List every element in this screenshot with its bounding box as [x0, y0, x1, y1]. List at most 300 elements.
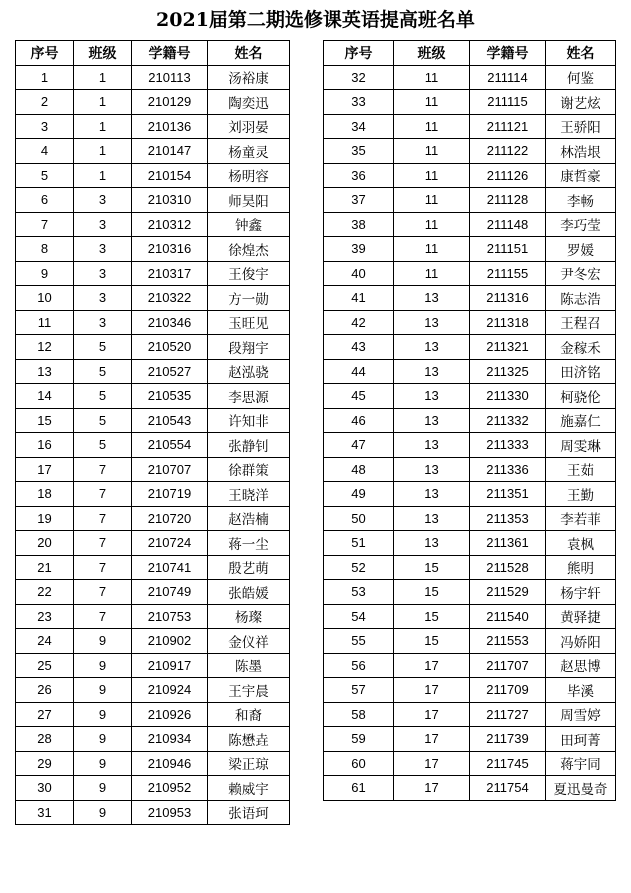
- cell-class: 17: [394, 776, 470, 801]
- cell-seq: 2: [16, 90, 74, 115]
- header-seq: 序号: [16, 41, 74, 66]
- cell-class: 7: [74, 555, 132, 580]
- cell-seq: 8: [16, 237, 74, 262]
- cell-class: 13: [394, 408, 470, 433]
- cell-student-id: 211115: [470, 90, 546, 115]
- cell-class: 13: [394, 433, 470, 458]
- cell-name: 刘羽晏: [208, 114, 290, 139]
- cell-name: 金仪祥: [208, 629, 290, 654]
- header-row: [16, 41, 290, 66]
- cell-class: 15: [394, 580, 470, 605]
- table-row: [16, 433, 290, 458]
- cell-class: 1: [74, 114, 132, 139]
- cell-name: 周雯琳: [546, 433, 616, 458]
- cell-seq: 3: [16, 114, 74, 139]
- cell-student-id: 210136: [132, 114, 208, 139]
- cell-name: 赵思博: [546, 653, 616, 678]
- cell-student-id: 211754: [470, 776, 546, 801]
- cell-seq: 27: [16, 702, 74, 727]
- table-row: [324, 776, 616, 801]
- cell-seq: 37: [324, 188, 394, 213]
- cell-seq: 9: [16, 261, 74, 286]
- cell-seq: 17: [16, 457, 74, 482]
- cell-class: 5: [74, 408, 132, 433]
- cell-seq: 43: [324, 335, 394, 360]
- cell-name: 许知非: [208, 408, 290, 433]
- cell-student-id: 210724: [132, 531, 208, 556]
- cell-name: 段翔宇: [208, 335, 290, 360]
- table-row: [16, 90, 290, 115]
- cell-student-id: 211148: [470, 212, 546, 237]
- cell-class: 7: [74, 604, 132, 629]
- cell-student-id: 210113: [132, 65, 208, 90]
- table-row: [16, 506, 290, 531]
- cell-seq: 11: [16, 310, 74, 335]
- cell-seq: 12: [16, 335, 74, 360]
- cell-name: 王勤: [546, 482, 616, 507]
- cell-student-id: 211155: [470, 261, 546, 286]
- cell-seq: 24: [16, 629, 74, 654]
- cell-name: 杨明容: [208, 163, 290, 188]
- table-row: [16, 653, 290, 678]
- cell-class: 3: [74, 261, 132, 286]
- cell-name: 谢艺炫: [546, 90, 616, 115]
- cell-name: 毕溪: [546, 678, 616, 703]
- cell-name: 蒋宇同: [546, 751, 616, 776]
- table-row: [16, 286, 290, 311]
- cell-seq: 58: [324, 702, 394, 727]
- cell-name: 陈墨: [208, 653, 290, 678]
- header-class: 班级: [74, 41, 132, 66]
- cell-seq: 20: [16, 531, 74, 556]
- cell-student-id: 211739: [470, 727, 546, 752]
- table-row: [16, 408, 290, 433]
- cell-student-id: 210346: [132, 310, 208, 335]
- header-row: [324, 41, 616, 66]
- cell-class: 13: [394, 482, 470, 507]
- cell-seq: 34: [324, 114, 394, 139]
- cell-student-id: 211707: [470, 653, 546, 678]
- cell-seq: 55: [324, 629, 394, 654]
- cell-student-id: 210917: [132, 653, 208, 678]
- cell-student-id: 211122: [470, 139, 546, 164]
- cell-seq: 4: [16, 139, 74, 164]
- cell-seq: 28: [16, 727, 74, 752]
- cell-seq: 36: [324, 163, 394, 188]
- cell-class: 11: [394, 65, 470, 90]
- cell-student-id: 210707: [132, 457, 208, 482]
- cell-name: 陈懋垚: [208, 727, 290, 752]
- cell-seq: 7: [16, 212, 74, 237]
- cell-seq: 41: [324, 286, 394, 311]
- cell-student-id: 210129: [132, 90, 208, 115]
- cell-class: 13: [394, 286, 470, 311]
- table-row: [16, 457, 290, 482]
- roster-table-left: [15, 40, 290, 825]
- cell-class: 7: [74, 506, 132, 531]
- cell-student-id: 210543: [132, 408, 208, 433]
- cell-student-id: 210749: [132, 580, 208, 605]
- cell-name: 王晓洋: [208, 482, 290, 507]
- table-row: [16, 751, 290, 776]
- cell-name: 李思源: [208, 384, 290, 409]
- cell-name: 田珂菁: [546, 727, 616, 752]
- header-class: 班级: [394, 41, 470, 66]
- cell-name: 袁枫: [546, 531, 616, 556]
- cell-name: 徐群策: [208, 457, 290, 482]
- table-row: [324, 555, 616, 580]
- table-row: [16, 678, 290, 703]
- cell-name: 李若菲: [546, 506, 616, 531]
- table-row: [16, 800, 290, 825]
- cell-seq: 56: [324, 653, 394, 678]
- cell-class: 11: [394, 139, 470, 164]
- cell-student-id: 211529: [470, 580, 546, 605]
- cell-seq: 59: [324, 727, 394, 752]
- cell-class: 9: [74, 702, 132, 727]
- cell-student-id: 210154: [132, 163, 208, 188]
- cell-student-id: 210316: [132, 237, 208, 262]
- cell-student-id: 211128: [470, 188, 546, 213]
- cell-student-id: 211709: [470, 678, 546, 703]
- cell-name: 王茹: [546, 457, 616, 482]
- table-row: [324, 457, 616, 482]
- cell-class: 17: [394, 727, 470, 752]
- cell-seq: 23: [16, 604, 74, 629]
- cell-class: 1: [74, 65, 132, 90]
- cell-seq: 47: [324, 433, 394, 458]
- cell-student-id: 210924: [132, 678, 208, 703]
- cell-name: 杨璨: [208, 604, 290, 629]
- cell-class: 9: [74, 678, 132, 703]
- cell-name: 柯骁伦: [546, 384, 616, 409]
- cell-student-id: 211727: [470, 702, 546, 727]
- cell-name: 方一勋: [208, 286, 290, 311]
- cell-seq: 26: [16, 678, 74, 703]
- cell-student-id: 211351: [470, 482, 546, 507]
- cell-class: 13: [394, 506, 470, 531]
- cell-name: 何鉴: [546, 65, 616, 90]
- cell-student-id: 210535: [132, 384, 208, 409]
- cell-student-id: 210147: [132, 139, 208, 164]
- cell-student-id: 210720: [132, 506, 208, 531]
- table-row: [16, 531, 290, 556]
- cell-name: 蒋一尘: [208, 531, 290, 556]
- cell-student-id: 211330: [470, 384, 546, 409]
- cell-seq: 42: [324, 310, 394, 335]
- table-row: [324, 702, 616, 727]
- cell-seq: 25: [16, 653, 74, 678]
- cell-name: 罗媛: [546, 237, 616, 262]
- table-row: [16, 310, 290, 335]
- cell-name: 李巧莹: [546, 212, 616, 237]
- cell-name: 陶奕迅: [208, 90, 290, 115]
- table-row: [16, 482, 290, 507]
- cell-student-id: 210317: [132, 261, 208, 286]
- cell-class: 15: [394, 555, 470, 580]
- cell-seq: 29: [16, 751, 74, 776]
- cell-class: 13: [394, 310, 470, 335]
- cell-student-id: 211332: [470, 408, 546, 433]
- cell-student-id: 211316: [470, 286, 546, 311]
- table-row: [16, 776, 290, 801]
- cell-class: 9: [74, 653, 132, 678]
- cell-name: 汤裕康: [208, 65, 290, 90]
- cell-class: 9: [74, 727, 132, 752]
- cell-class: 1: [74, 163, 132, 188]
- cell-student-id: 211353: [470, 506, 546, 531]
- table-row: [16, 65, 290, 90]
- cell-class: 11: [394, 188, 470, 213]
- cell-name: 冯娇阳: [546, 629, 616, 654]
- cell-student-id: 211528: [470, 555, 546, 580]
- table-row: [16, 163, 290, 188]
- cell-seq: 5: [16, 163, 74, 188]
- table-row: [324, 310, 616, 335]
- header-student-id: 学籍号: [132, 41, 208, 66]
- cell-student-id: 211151: [470, 237, 546, 262]
- table-row: [16, 359, 290, 384]
- cell-name: 周雪婷: [546, 702, 616, 727]
- cell-student-id: 210310: [132, 188, 208, 213]
- cell-seq: 46: [324, 408, 394, 433]
- cell-student-id: 210902: [132, 629, 208, 654]
- cell-class: 3: [74, 286, 132, 311]
- table-row: [324, 751, 616, 776]
- cell-class: 11: [394, 90, 470, 115]
- cell-class: 7: [74, 457, 132, 482]
- cell-class: 9: [74, 800, 132, 825]
- cell-class: 11: [394, 212, 470, 237]
- cell-student-id: 210312: [132, 212, 208, 237]
- cell-seq: 1: [16, 65, 74, 90]
- cell-class: 9: [74, 751, 132, 776]
- cell-seq: 45: [324, 384, 394, 409]
- table-row: [324, 335, 616, 360]
- table-row: [16, 114, 290, 139]
- cell-class: 11: [394, 237, 470, 262]
- header-seq: 序号: [324, 41, 394, 66]
- table-row: [324, 114, 616, 139]
- cell-class: 17: [394, 653, 470, 678]
- cell-class: 3: [74, 310, 132, 335]
- cell-class: 5: [74, 359, 132, 384]
- cell-seq: 54: [324, 604, 394, 629]
- table-row: [324, 90, 616, 115]
- cell-seq: 22: [16, 580, 74, 605]
- cell-name: 徐煌杰: [208, 237, 290, 262]
- cell-seq: 52: [324, 555, 394, 580]
- cell-name: 杨童灵: [208, 139, 290, 164]
- table-row: [324, 384, 616, 409]
- header-name: 姓名: [546, 41, 616, 66]
- cell-name: 夏迅曼奇: [546, 776, 616, 801]
- table-row: [16, 139, 290, 164]
- cell-name: 尹冬宏: [546, 261, 616, 286]
- cell-student-id: 210520: [132, 335, 208, 360]
- cell-name: 梁正琼: [208, 751, 290, 776]
- table-row: [16, 237, 290, 262]
- cell-seq: 32: [324, 65, 394, 90]
- table-row: [324, 359, 616, 384]
- cell-name: 钟鑫: [208, 212, 290, 237]
- cell-seq: 61: [324, 776, 394, 801]
- roster-table-right: [323, 40, 616, 801]
- cell-name: 赵泓骁: [208, 359, 290, 384]
- cell-seq: 35: [324, 139, 394, 164]
- table-row: [16, 555, 290, 580]
- cell-class: 5: [74, 433, 132, 458]
- cell-student-id: 211325: [470, 359, 546, 384]
- cell-seq: 50: [324, 506, 394, 531]
- cell-name: 张语珂: [208, 800, 290, 825]
- table-row: [16, 604, 290, 629]
- cell-student-id: 210953: [132, 800, 208, 825]
- cell-name: 施嘉仁: [546, 408, 616, 433]
- cell-name: 张静钊: [208, 433, 290, 458]
- cell-name: 王俊宇: [208, 261, 290, 286]
- cell-name: 赵浩楠: [208, 506, 290, 531]
- cell-class: 1: [74, 90, 132, 115]
- cell-class: 13: [394, 531, 470, 556]
- table-row: [16, 212, 290, 237]
- cell-class: 1: [74, 139, 132, 164]
- table-row: [324, 408, 616, 433]
- cell-student-id: 210554: [132, 433, 208, 458]
- cell-class: 3: [74, 237, 132, 262]
- table-row: [16, 261, 290, 286]
- cell-class: 7: [74, 482, 132, 507]
- table-row: [16, 727, 290, 752]
- cell-student-id: 211540: [470, 604, 546, 629]
- cell-seq: 19: [16, 506, 74, 531]
- cell-seq: 40: [324, 261, 394, 286]
- table-row: [324, 482, 616, 507]
- cell-class: 13: [394, 335, 470, 360]
- table-row: [324, 139, 616, 164]
- table-row: [324, 212, 616, 237]
- table-row: [324, 727, 616, 752]
- cell-student-id: 210926: [132, 702, 208, 727]
- cell-student-id: 211745: [470, 751, 546, 776]
- cell-name: 张皓媛: [208, 580, 290, 605]
- page-title: 2021届第二期选修课英语提高班名单: [156, 9, 475, 31]
- cell-name: 陈志浩: [546, 286, 616, 311]
- cell-student-id: 210952: [132, 776, 208, 801]
- cell-seq: 31: [16, 800, 74, 825]
- cell-name: 和裔: [208, 702, 290, 727]
- cell-student-id: 210322: [132, 286, 208, 311]
- cell-seq: 18: [16, 482, 74, 507]
- cell-class: 17: [394, 702, 470, 727]
- cell-name: 田济铭: [546, 359, 616, 384]
- cell-class: 17: [394, 678, 470, 703]
- table-row: [16, 188, 290, 213]
- cell-student-id: 211126: [470, 163, 546, 188]
- cell-seq: 14: [16, 384, 74, 409]
- cell-name: 殷艺萌: [208, 555, 290, 580]
- cell-class: 11: [394, 163, 470, 188]
- cell-student-id: 210741: [132, 555, 208, 580]
- cell-seq: 13: [16, 359, 74, 384]
- table-row: [324, 604, 616, 629]
- cell-seq: 49: [324, 482, 394, 507]
- cell-student-id: 210934: [132, 727, 208, 752]
- table-row: [324, 531, 616, 556]
- cell-seq: 6: [16, 188, 74, 213]
- cell-seq: 44: [324, 359, 394, 384]
- cell-seq: 39: [324, 237, 394, 262]
- table-row: [16, 580, 290, 605]
- table-row: [324, 506, 616, 531]
- cell-seq: 10: [16, 286, 74, 311]
- cell-student-id: 210946: [132, 751, 208, 776]
- cell-name: 熊明: [546, 555, 616, 580]
- cell-name: 王宇晨: [208, 678, 290, 703]
- table-row: [16, 335, 290, 360]
- cell-student-id: 210527: [132, 359, 208, 384]
- cell-name: 林浩垠: [546, 139, 616, 164]
- table-row: [324, 678, 616, 703]
- cell-class: 13: [394, 359, 470, 384]
- cell-class: 5: [74, 335, 132, 360]
- header-student-id: 学籍号: [470, 41, 546, 66]
- cell-seq: 38: [324, 212, 394, 237]
- table-row: [16, 702, 290, 727]
- table-row: [16, 629, 290, 654]
- table-row: [324, 629, 616, 654]
- cell-class: 9: [74, 776, 132, 801]
- cell-student-id: 211321: [470, 335, 546, 360]
- cell-class: 3: [74, 212, 132, 237]
- cell-class: 15: [394, 629, 470, 654]
- cell-class: 17: [394, 751, 470, 776]
- cell-class: 11: [394, 261, 470, 286]
- cell-seq: 51: [324, 531, 394, 556]
- cell-student-id: 211333: [470, 433, 546, 458]
- cell-seq: 15: [16, 408, 74, 433]
- table-row: [324, 261, 616, 286]
- cell-seq: 21: [16, 555, 74, 580]
- cell-name: 金稼禾: [546, 335, 616, 360]
- cell-student-id: 211336: [470, 457, 546, 482]
- cell-class: 7: [74, 580, 132, 605]
- cell-seq: 30: [16, 776, 74, 801]
- cell-name: 玉旺见: [208, 310, 290, 335]
- cell-student-id: 211114: [470, 65, 546, 90]
- cell-seq: 53: [324, 580, 394, 605]
- cell-class: 7: [74, 531, 132, 556]
- cell-class: 11: [394, 114, 470, 139]
- cell-name: 杨宇轩: [546, 580, 616, 605]
- table-row: [324, 433, 616, 458]
- cell-name: 王骄阳: [546, 114, 616, 139]
- table-row: [324, 580, 616, 605]
- cell-seq: 33: [324, 90, 394, 115]
- table-row: [324, 188, 616, 213]
- header-name: 姓名: [208, 41, 290, 66]
- cell-student-id: 211553: [470, 629, 546, 654]
- cell-student-id: 211121: [470, 114, 546, 139]
- cell-seq: 60: [324, 751, 394, 776]
- cell-seq: 57: [324, 678, 394, 703]
- table-row: [324, 65, 616, 90]
- table-row: [324, 163, 616, 188]
- cell-student-id: 210719: [132, 482, 208, 507]
- cell-class: 13: [394, 457, 470, 482]
- cell-class: 3: [74, 188, 132, 213]
- cell-name: 康哲豪: [546, 163, 616, 188]
